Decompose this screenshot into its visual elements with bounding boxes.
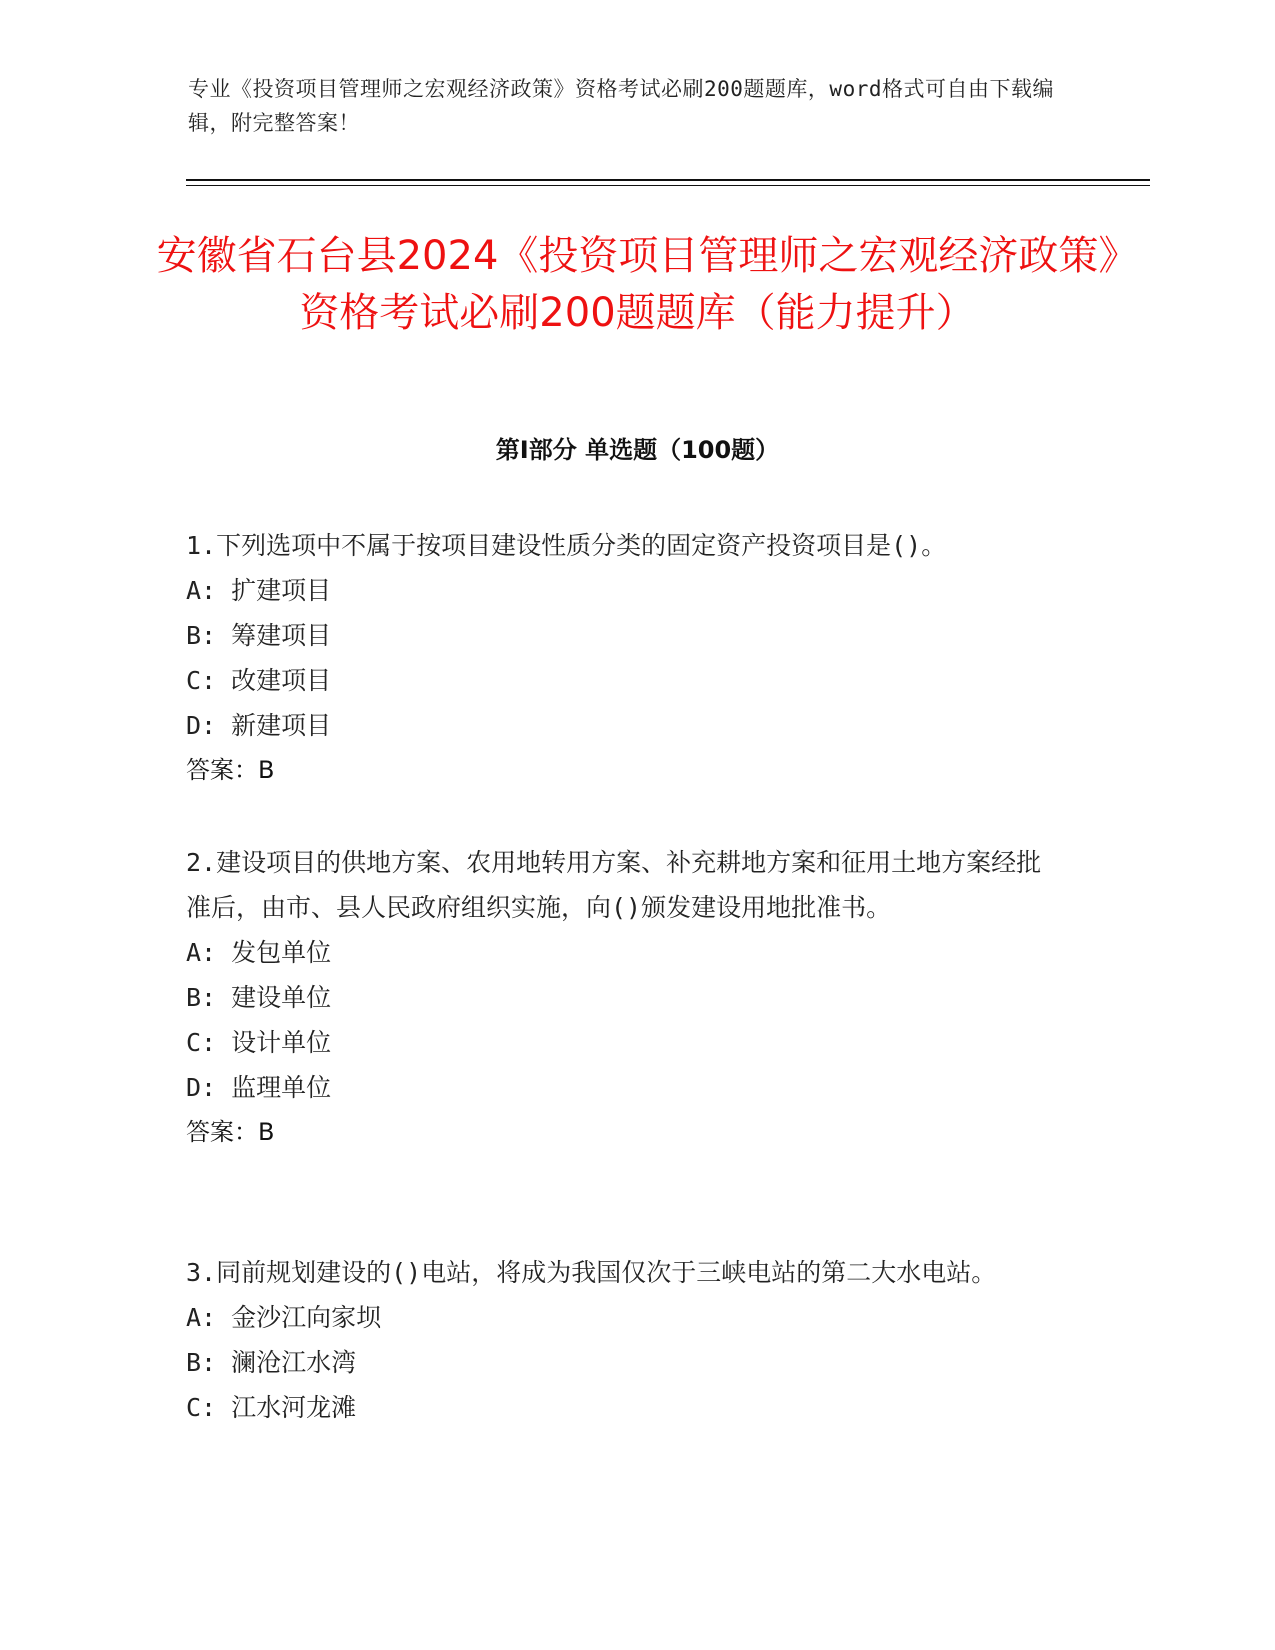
option-b: B: 建设单位 [186, 983, 332, 1012]
option-c: C: 改建项目 [186, 666, 332, 695]
option-c: C: 设计单位 [186, 1028, 332, 1057]
question-stem: 1.下列选项中不属于按项目建设性质分类的固定资产投资项目是()。 [186, 531, 947, 560]
header-note: 专业《投资项目管理师之宏观经济政策》资格考试必刷200题题库，word格式可自由下载编辑，附完整答案！ [188, 77, 1054, 135]
option-d: D: 监理单位 [186, 1073, 332, 1102]
question-stem: 2.建设项目的供地方案、农用地转用方案、补充耕地方案和征用土地方案经批准后，由市、县人民政府组织实施，向()颁发建设用地批准书。 [186, 848, 1042, 922]
answer: 答案：B [186, 1118, 275, 1146]
document-title: 安徽省石台县2024《投资项目管理师之宏观经济政策》资格考试必刷200题题库（能力提升） [156, 233, 1119, 336]
option-a: A: 金沙江向家坝 [186, 1303, 382, 1332]
question-2 [186, 840, 1066, 1155]
option-b: B: 澜沧江水湾 [186, 1348, 357, 1377]
option-d: D: 新建项目 [186, 711, 332, 740]
question-1 [186, 523, 1066, 793]
answer: 答案：B [186, 756, 275, 784]
section-title: 第I部分 单选题（100题） [495, 436, 780, 464]
header-divider-thick [186, 179, 1150, 181]
header-divider-thin [186, 185, 1150, 186]
option-a: A: 发包单位 [186, 938, 332, 967]
question-3 [186, 1250, 1066, 1430]
option-b: B: 筹建项目 [186, 621, 332, 650]
option-a: A: 扩建项目 [186, 576, 332, 605]
question-stem: 3.同前规划建设的()电站，将成为我国仅次于三峡电站的第二大水电站。 [186, 1258, 997, 1287]
option-c: C: 江水河龙滩 [186, 1393, 357, 1422]
